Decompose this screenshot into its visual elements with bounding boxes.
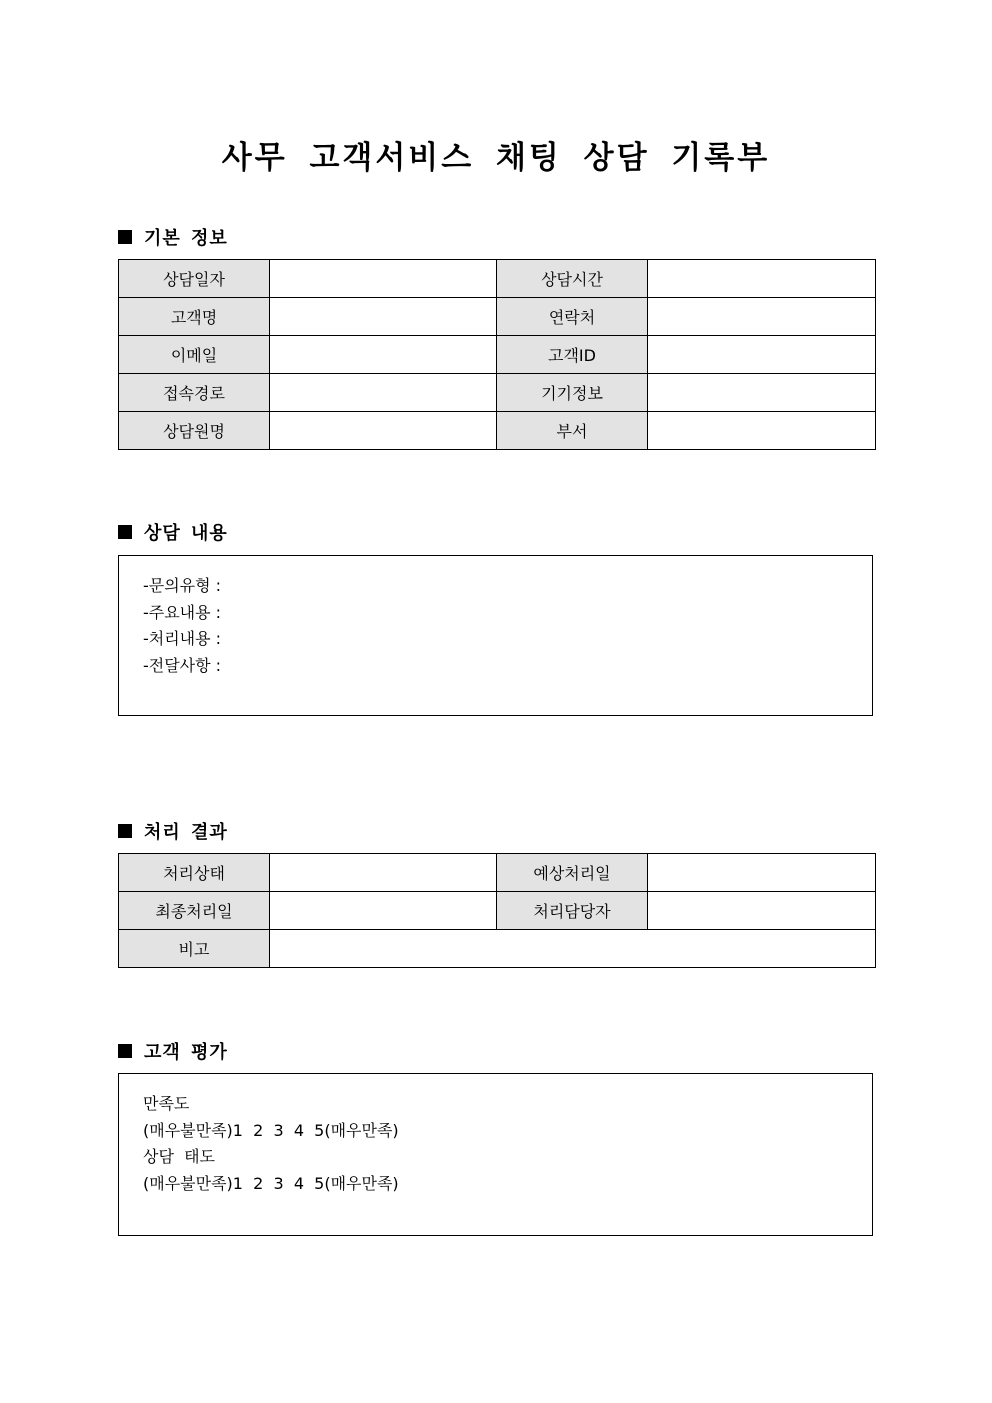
result-table	[118, 853, 876, 968]
email-field[interactable]	[270, 336, 497, 374]
access-path-field[interactable]	[270, 374, 497, 412]
note-label: 비고	[119, 930, 270, 968]
access-path-label: 접속경로	[119, 374, 270, 412]
consult-time-label: 상담시간	[497, 260, 648, 298]
evaluation-box[interactable]	[118, 1073, 873, 1236]
main-content-line: -주요내용 :	[143, 602, 222, 622]
basic-info-table	[118, 259, 876, 450]
expected-date-label: 예상처리일	[497, 854, 648, 892]
contact-field[interactable]	[648, 298, 876, 336]
agent-name-field[interactable]	[270, 412, 497, 450]
consult-content-heading-text: 상담 내용	[144, 523, 228, 544]
device-info-label: 기기정보	[497, 374, 648, 412]
inquiry-type-line: -문의유형 :	[143, 576, 222, 595]
customer-name-field[interactable]	[270, 298, 497, 336]
expected-date-field[interactable]	[648, 854, 876, 892]
square-bullet-icon	[118, 525, 132, 539]
evaluation-heading	[118, 1038, 228, 1064]
customer-name-label: 고객명	[119, 298, 270, 336]
square-bullet-icon	[118, 824, 132, 838]
final-date-field[interactable]	[270, 892, 497, 930]
basic-info-heading	[118, 224, 228, 250]
customer-id-field[interactable]	[648, 336, 876, 374]
remarks-line: -전달사항 :	[143, 655, 222, 675]
device-info-field[interactable]	[648, 374, 876, 412]
department-label: 부서	[497, 412, 648, 450]
status-field[interactable]	[270, 854, 497, 892]
customer-id-label: 고객ID	[497, 336, 648, 374]
agent-name-label: 상담원명	[119, 412, 270, 450]
table-row	[119, 412, 876, 450]
evaluation-heading-text: 고객 평가	[144, 1042, 228, 1063]
consult-date-field[interactable]	[270, 260, 497, 298]
table-row	[119, 336, 876, 374]
contact-label: 연락처	[497, 298, 648, 336]
table-row	[119, 854, 876, 892]
result-heading	[118, 818, 228, 844]
table-row	[119, 374, 876, 412]
handler-field[interactable]	[648, 892, 876, 930]
handler-label: 처리담당자	[497, 892, 648, 930]
email-label: 이메일	[119, 336, 270, 374]
table-row	[119, 260, 876, 298]
basic-info-heading-text: 기본 정보	[144, 228, 228, 249]
square-bullet-icon	[118, 1044, 132, 1058]
document-title: 사무 고객서비스 채팅 상담 기록부	[221, 140, 771, 176]
table-row	[119, 892, 876, 930]
result-heading-text: 처리 결과	[144, 822, 228, 843]
consult-date-label: 상담일자	[119, 260, 270, 298]
table-row	[119, 298, 876, 336]
status-label: 처리상태	[119, 854, 270, 892]
satisfaction-scale[interactable]: (매우불만족)1 2 3 4 5(매우만족)	[143, 1120, 399, 1140]
consult-content-box[interactable]	[118, 555, 873, 716]
square-bullet-icon	[118, 230, 132, 244]
final-date-label: 최종처리일	[119, 892, 270, 930]
satisfaction-label: 만족도	[143, 1094, 190, 1113]
consult-content-heading	[118, 519, 228, 545]
attitude-scale[interactable]: (매우불만족)1 2 3 4 5(매우만족)	[143, 1173, 399, 1193]
consult-time-field[interactable]	[648, 260, 876, 298]
department-field[interactable]	[648, 412, 876, 450]
handling-content-line: -처리내용 :	[143, 629, 222, 648]
note-field[interactable]	[270, 930, 876, 968]
table-row	[119, 930, 876, 968]
attitude-label: 상담 태도	[143, 1147, 215, 1166]
